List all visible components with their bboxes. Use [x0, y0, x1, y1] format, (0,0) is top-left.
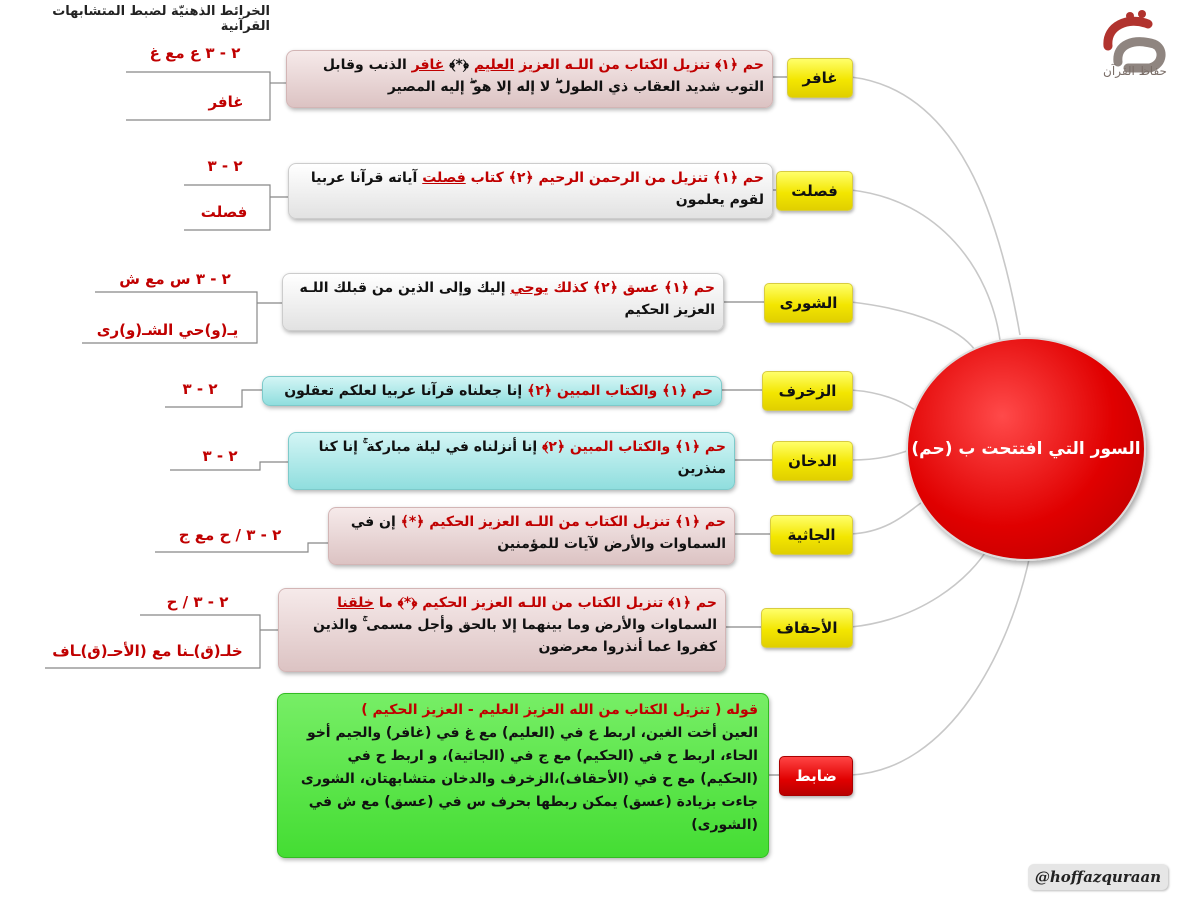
sura-node-fussilat[interactable]: فصلت	[776, 171, 853, 211]
note-shura-1: ٢ - ٣ س مع ش	[119, 270, 231, 288]
verse-box-zukhruf: حم ﴿١﴾ والكتاب المبين ﴿٢﴾ إنا جعلناه قرآنا عربيا لعلكم تعقلون	[262, 376, 722, 406]
logo-text: حفاظ القرآن	[1103, 64, 1167, 78]
rule-node[interactable]: ضابط	[779, 756, 853, 796]
sura-node-zukhruf[interactable]: الزخرف	[762, 371, 853, 411]
note-shura-2: يـ(و)حي الشـ(و)رى	[96, 321, 239, 339]
note-ghafir-1: ٢ - ٣ ع مع غ	[149, 44, 241, 62]
verse-box-fussilat: حم ﴿١﴾ تنزيل من الرحمن الرحيم ﴿٢﴾ كتاب فصلت آياته قرآنا عربيا لقوم يعلمون	[288, 163, 773, 219]
note-ahqaf-1: ٢ - ٣ / ح	[166, 593, 229, 611]
page-title: الخرائط الذهنيّة لضبط المتشابهات القرآنية	[52, 4, 270, 34]
sura-node-dukhan[interactable]: الدخان	[772, 441, 853, 481]
verse-box-ahqaf: حم ﴿١﴾ تنزيل الكتاب من اللـه العزيز الحكيم ﴿*﴾ ما خلقنا السماوات والأرض وما بينهما إلا بالحق وأجل مسمى ۚ والذين كفروا عما أنذروا معرضون	[278, 588, 726, 672]
note-dukhan-1: ٢ - ٣	[202, 447, 238, 465]
author-handle: @hoffazquraan	[1028, 864, 1168, 890]
center-node: السور التي افتتحت ب (حم)	[906, 337, 1146, 561]
sura-node-jathiya[interactable]: الجاثية	[770, 515, 853, 555]
note-fussilat-1: ٢ - ٣	[207, 157, 243, 175]
verse-box-ghafir: حم ﴿١﴾ تنزيل الكتاب من اللـه العزيز العليم ﴿*﴾ غافر الذنب وقابل التوب شديد العقاب ذي الطول ۖ لا إله إلا هو ۖ إليه المصير	[286, 50, 773, 108]
verse-box-jathiya: حم ﴿١﴾ تنزيل الكتاب من اللـه العزيز الحكيم ﴿*﴾ إن في السماوات والأرض لآيات للمؤمنين	[328, 507, 735, 565]
sura-node-shura[interactable]: الشورى	[764, 283, 853, 323]
sura-node-ahqaf[interactable]: الأحقاف	[761, 608, 853, 648]
sura-node-ghafir[interactable]: غافر	[787, 58, 853, 98]
note-fussilat-2: فصلت	[200, 203, 248, 221]
rule-box: قوله ( تنزيل الكتاب من الله العزيز العليم - العزيز الحكيم ) العين أخت الغين، اربط ع في (العليم) مع غ في (غافر) والجيم أخو الحاء، اربط ح في (الحكيم) مع ج في (الجاثية)، و اربط ح في (الحكيم) مع ح في (الأحقاف)،الزخرف والدخان متشابهتان، الشورى جاءت بزيادة (عسق) يمكن ربطها بحرف س في (عسق) مع ش في (الشورى)	[277, 693, 769, 858]
note-ahqaf-2: خلـ(ق)ـنا مع (الأحـ(ق)ـاف	[52, 642, 243, 660]
verse-box-shura: حم ﴿١﴾ عسق ﴿٢﴾ كذلك يوحي إليك وإلى الذين من قبلك اللـه العزيز الحكيم	[282, 273, 724, 331]
note-jathiya-1: ٢ - ٣ / ح مع ج	[178, 526, 282, 544]
verse-box-dukhan: حم ﴿١﴾ والكتاب المبين ﴿٢﴾ إنا أنزلناه في ليلة مباركة ۚ إنا كنا منذرين	[288, 432, 735, 490]
note-zukhruf-1: ٢ - ٣	[182, 380, 218, 398]
note-ghafir-2: غافر	[208, 93, 244, 111]
